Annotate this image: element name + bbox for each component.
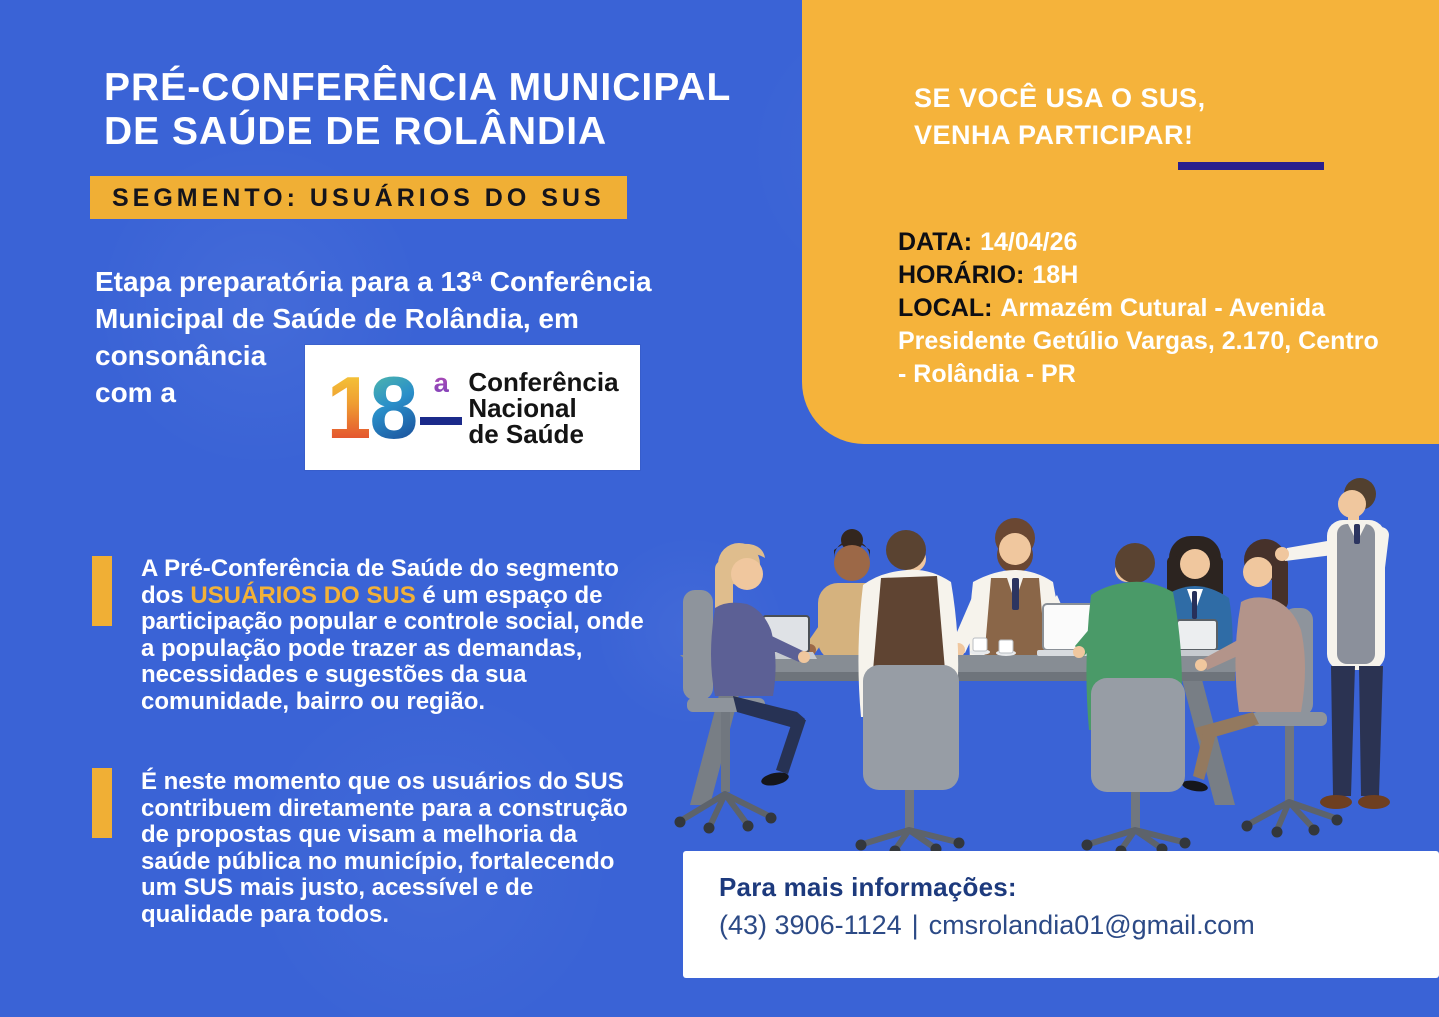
- logo-digit-8: 8: [369, 357, 419, 457]
- contact-separator: |: [911, 910, 919, 940]
- logo-ordinal: ª: [433, 368, 450, 416]
- intro-wrap-text: consonância com a: [95, 340, 267, 408]
- contact-title: Para mais informações:: [719, 872, 1017, 902]
- logo-number: [326, 357, 462, 457]
- office-chair: [1082, 678, 1191, 857]
- event-time-row: [898, 259, 1388, 292]
- coffee-cup: [970, 638, 990, 655]
- event-date-value: 14/04/26: [980, 228, 1078, 256]
- contact-phone: (43) 3906-1124: [719, 910, 902, 940]
- event-place-row: [898, 292, 1388, 391]
- title-line-1: PRÉ-CONFERÊNCIA MUNICIPAL: [104, 66, 732, 109]
- logo-title-line: de Saúde: [468, 418, 584, 449]
- conference-logo: [305, 345, 640, 470]
- logo-underline: [420, 417, 462, 425]
- event-place-value: Armazém Cutural - Avenida Presidente Getúlio Vargas, 2.170, Centro - Rolândia - PR: [898, 294, 1379, 388]
- office-chair: [856, 665, 965, 857]
- event-time-value: 18H: [1032, 261, 1079, 289]
- contact-email: cmsrolandia01@gmail.com: [928, 910, 1255, 940]
- paragraph-2: É neste momento que os usuários do SUS contribuem diretamente para a construção de propostas que visam a melhoria da saúde pública no município, fortalecendo um SUS mais justo, acessível e de qualidade para todos.: [141, 768, 628, 928]
- highlight-bar-1: [92, 556, 112, 626]
- contact-line: [719, 910, 1439, 941]
- intro-main-text: Etapa preparatória para a 13ª Conferência Municipal de Saúde de Rolândia, em: [95, 266, 652, 334]
- logo-title-line: Conferência: [468, 366, 619, 397]
- event-date-label: DATA:: [898, 228, 973, 256]
- paragraph-1-pre: A Pré-Conferência de Saúde do segmento dos: [141, 555, 619, 609]
- meeting-illustration: [655, 460, 1435, 860]
- logo-title-line: Nacional: [468, 392, 577, 423]
- cta-underline: [1178, 162, 1324, 170]
- contact-card: [683, 851, 1439, 978]
- logo-title: [468, 366, 619, 449]
- event-place-label: LOCAL:: [898, 294, 993, 322]
- event-date-row: [898, 226, 1388, 259]
- paragraph-1-post: é um espaço de participação popular e controle social, onde a população pode trazer as demandas, necessidades e sugestões da sua comunidade, bairro ou região.: [141, 581, 644, 715]
- sus-highlight: USUÁRIOS DO SUS: [190, 581, 416, 609]
- cta-line-2: VENHA PARTICIPAR!: [914, 120, 1194, 150]
- event-time-label: HORÁRIO:: [898, 261, 1025, 289]
- cta-line-1: SE VOCÊ USA O SUS,: [914, 83, 1206, 113]
- logo-digit-1: 1: [326, 357, 370, 457]
- page-title: [104, 66, 731, 154]
- coffee-cup: [996, 640, 1016, 656]
- cta-panel: [802, 0, 1439, 444]
- highlight-bar-2: [92, 768, 112, 838]
- paragraph-1: [141, 556, 646, 715]
- cta-headline: [914, 80, 1206, 154]
- title-line-2: DE SAÚDE DE ROLÂNDIA: [104, 110, 608, 153]
- event-details: [898, 226, 1388, 391]
- segment-banner: SEGMENTO: USUÁRIOS DO SUS: [90, 176, 627, 219]
